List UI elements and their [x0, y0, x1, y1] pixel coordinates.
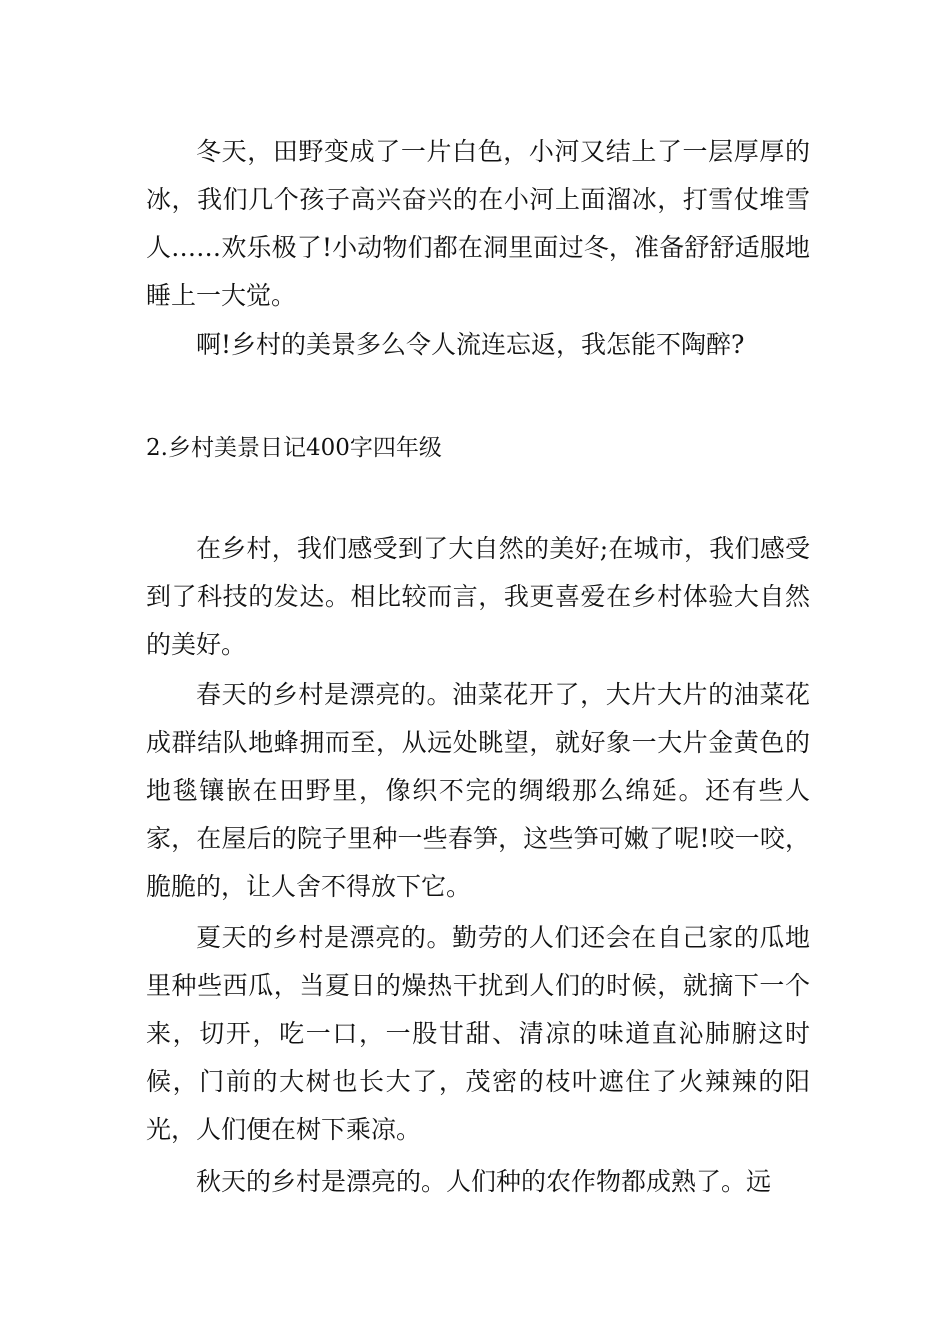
- paragraph-spring: 春天的乡村是漂亮的。油菜花开了，大片大片的油菜花成群结队地蜂拥而至，从远处眺望，就好象一大片金黄色的地毯镶嵌在田野里，像织不完的绸缎那么绵延。还有些人家，在屋后的院子里种一些春笋，这些笋可嫩了呢!咬一咬，脆脆的，让人舍不得放下它。: [146, 680, 810, 901]
- paragraph-intro: 在乡村，我们感受到了大自然的美好;在城市，我们感受到了科技的发达。相比较而言，我更喜爱在乡村体验大自然的美好。: [146, 534, 810, 659]
- paragraph-autumn: 秋天的乡村是漂亮的。人们种的农作物都成熟了。远: [196, 1167, 772, 1196]
- paragraph-closing: 啊!乡村的美景多么令人流连忘返，我怎能不陶醉?: [196, 330, 745, 359]
- paragraph-summer: 夏天的乡村是漂亮的。勤劳的人们还会在自己家的瓜地里种些西瓜，当夏日的燥热干扰到人们的时候，就摘下一个来，切开，吃一口，一股甘甜、清凉的味道直沁肺腑这时候，门前的大树也长大了，茂密的枝叶遮住了火辣辣的阳光，人们便在树下乘凉。: [146, 923, 810, 1144]
- section-heading: 2.乡村美景日记400字四年级: [146, 435, 442, 461]
- paragraph-winter: 冬天，田野变成了一片白色，小河又结上了一层厚厚的冰，我们几个孩子高兴奋兴的在小河上面溜冰，打雪仗堆雪人……欢乐极了!小动物们都在洞里面过冬，准备舒舒适服地睡上一大觉。: [146, 137, 810, 310]
